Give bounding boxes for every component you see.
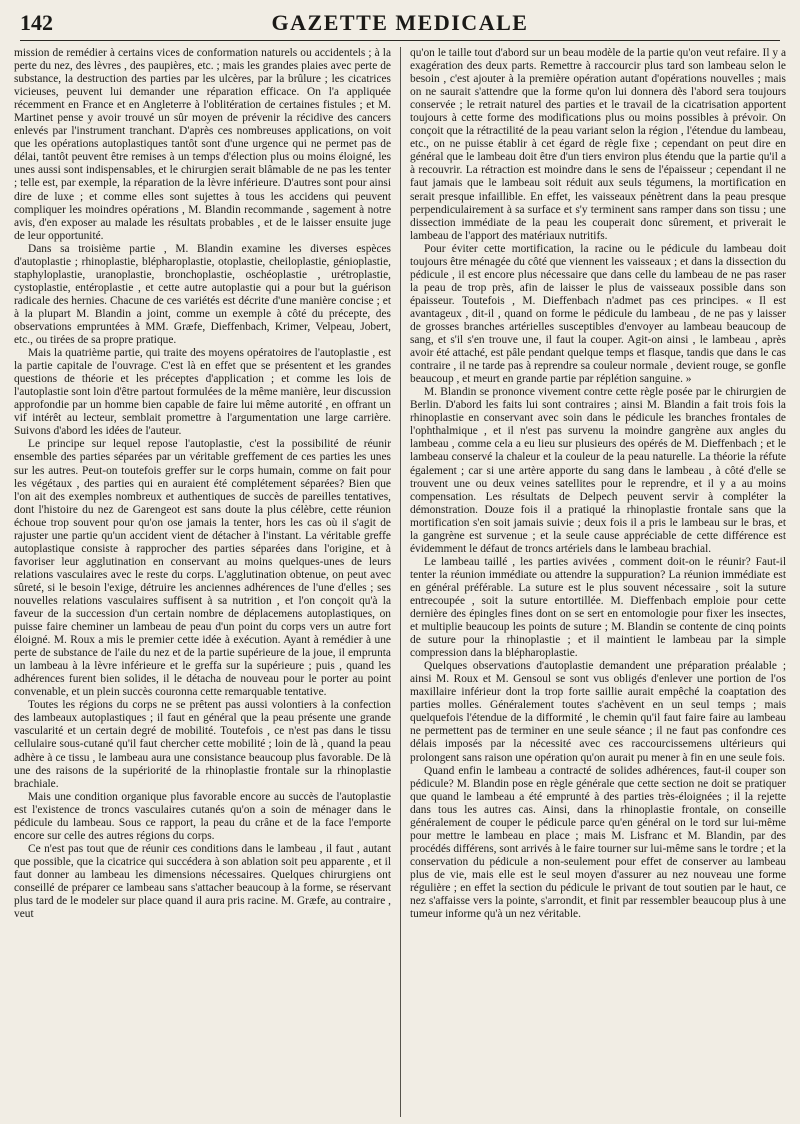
- paragraph: Quand enfin le lambeau a contracté de solides adhérences, faut-il couper son pédicule? M. Blandin pose en règle générale que cette section ne doit se pratiquer que quand le lambeau a été emprunté à des parties très-éloignées ; il la rejette dans tous les autres cas. Ainsi, dans la rhinoplastie frontale, on conseille généralement de couper le pédicule parce qu'en général on le tord sur lui-même pour mettre le lambeau en place ; mais M. Lisfranc et M. Blandin, par des procédés différens, sont arrivés à le faire tourner sur lui-même sans le tordre ; et la conservation du pédicule a non-seulement pour effet de conserver au lambeau plus de vie, mais elle est le seul moyen d'assurer au nez nouveau une forme régulière ; en effet la section du pédicule le privant de tout soutien par le haut, ce nez s'affaisse vers la pointe, s'arrondit, et finit par ressembler beaucoup plus à une tumeur informe qu'à un nez véritable.: [410, 764, 786, 921]
- paragraph: Dans sa troisième partie , M. Blandin examine les diverses espèces d'autoplastie ; rhinoplastie, blépharoplastie, otoplastie, cheiloplastie, génioplastie, staphyloplastie, uranoplastie, bronchoplastie, oschéoplastie , urétroplastie, cystoplastie, entéroplastie , et cette autre autoplastie qui a pour but la guérison radicale des hernies. Chacune de ces variétés est décrite d'une manière concise ; et à la plupart M. Blandin a joint, comme un exemple à côté du précepte, des observations empruntées à MM. Græfe, Dieffenbach, Krimer, Velpeau, Jobert, etc., ou tirées de sa propre pratique.: [14, 242, 391, 347]
- paragraph: Quelques observations d'autoplastie demandent une préparation préalable ; ainsi M. Roux et M. Gensoul se sont vus obligés d'enlever une portion de l'os maxillaire inférieur dont la trop forte saillie aurait empêché la coaptation des parties molles. Généralement toutes s'achèvent en un seul temps ; mais quelquefois l'étendue de la difformité , le chemin qu'il faut faire faire au lambeau ne permettent pas de terminer en une seule séance ; il ne faut pas confondre ces délais imposés par la nécessité avec ces raccourcissemens ultérieurs qui prolongent sans raison une opération qu'on aurait pu mener à fin en une seule fois.: [410, 660, 786, 764]
- text-columns: [14, 47, 786, 1117]
- paragraph: Ce n'est pas tout que de réunir ces conditions dans le lambeau , il faut , autant que possible, que la cicatrice qui succédera à son ablation soit peu apparente , et il faut donner au lambeau les dimensions nécessaires. Quelques chirurgiens ont conseillé de préparer ce lambeau sans s'attacher beaucoup à la forme, se réservant plus tard de le modeler sur place quand il aura pris racine. M. Græfe, au contraire , veut: [14, 842, 391, 921]
- paragraph: Toutes les régions du corps ne se prêtent pas aussi volontiers à la confection des lambeaux autoplastiques ; il faut en général que la peau présente une grande vascularité et un certain degré de mobilité. Toutefois , ce n'est pas dans le tissu cellulaire sous-cutané qu'il faut chercher cette mobilité ; loin de là , quand la peau adhère à ce tissu , le lambeau aura une consistance beaucoup plus favorable. De là une des raisons de la supériorité de la rhinoplastie frontale sur la rhinoplastie brachiale.: [14, 699, 391, 790]
- paragraph: Le lambeau taillé , les parties avivées , comment doit-on le réunir? Faut-il tenter la réunion immédiate ou attendre la suppuration? La réunion immédiate est en général préférable. La suture est le plus souvent nécessaire , soit la suture entrecoupée , soit la suture entortillée. M. Dieffenbach emploie pour cette dernière des épingles fines dont on se sert en entomologie pour fixer les insectes, et multiplie beaucoup les points de suture ; M. Blandin se contente de cinq points de suture pour la rhinoplastie ; et il maintient le lambeau par la simple compression dans la blépharoplastie.: [410, 555, 786, 660]
- paragraph: Mais une condition organique plus favorable encore au succès de l'autoplastie est l'existence de troncs vasculaires cutanés qu'on a soin de ménager dans le pédicule du lambeau. Sous ce rapport, la peau du crâne et de la face l'emporte encore sur celle des autres régions du corps.: [14, 790, 391, 842]
- paragraph: M. Blandin se prononce vivement contre cette règle posée par le chirurgien de Berlin. D'abord les faits lui sont contraires ; ainsi M. Blandin a fait trois fois la rhinoplastie en conservant avec soin dans le pédicule les branches frontales de l'ophthalmique , et il n'est pas survenu la moindre gangrène aux angles du lambeau , comme cela a eu lieu sur plusieurs des opérés de M. Dieffenbach ; et le lambeau conservé la chaleur et la couleur de la peau naturelle. La théorie la réfute également ; car si une artère apporte du sang dans le lambeau , à côté d'elle se trouvent une ou deux veines satellites pour le reprendre, et il y a au moins compensation. Les résultats de Delpech peuvent servir à compléter la démonstration. Douze fois il a pratiqué la rhinoplastie frontale sans que la mortification s'en soit jamais suivie ; deux fois il a pris le lambeau sur le bras, et la gangrène est survenue ; et la seule cause appréciable de cette différence est évidemment le défaut de troncs artériels dans le lambeau brachial.: [410, 386, 786, 555]
- journal-title: GAZETTE MEDICALE: [271, 10, 529, 35]
- paragraph: qu'on le taille tout d'abord sur un beau modèle de la partie qu'on veut refaire. Il y a exagération des deux parts. Remettre à raccourcir plus tard son lambeau selon le besoin , c'est ajouter à la première opération autant d'opérations nouvelles ; mais on ne saurait s'attendre que la forme qu'on lui donnera dès l'abord sera toujours conservée ; le retrait naturel des parties et le travail de la cicatrisation apportent toujours à cette forme des modifications plus ou moins possibles à prévoir. On conçoit que la rétractilité de la peau variant selon la région , l'étendue du lambeau, etc., on ne puisse établir à cet égard de règle fixe ; cependant on peut dire en général que le lambeau doit être d'un tiers environ plus étendu que la partie qu'il a à recouvrir. La rétraction est moindre dans le sens de l'épaisseur ; cependant il ne faut jamais que le lambeau soit réduit aux seuls tégumens, la mortification en serait presque infaillible. En effet, les vaisseaux pénètrent dans la peau presque perpendiculairement à sa surface et s'y terminent sans ramper dans son tissu ; une dissection immédiate de la peau les couperait donc sûrement, et priverait le lambeau de l'apport des matériaux nutritifs.: [410, 47, 786, 242]
- paragraph: Mais la quatrième partie, qui traite des moyens opératoires de l'autoplastie , est la partie capitale de l'ouvrage. C'est là en effet que se présentent et les grandes questions de théorie et les préceptes d'application ; et comme les lois de l'autoplastie sont loin d'être partout formulées de la même manière, leur discussion approfondie par un homme bien capable de faire lui même autorité , en offrant un vif intérêt au lecteur, semblait promettre à l'argumentation une large carrière. Suivons d'abord les idées de l'auteur.: [14, 347, 391, 438]
- left-column: [14, 47, 400, 1117]
- paragraph: mission de remédier à certains vices de conformation naturels ou accidentels ; à la perte du nez, des lèvres , des paupières, etc. ; mais les grandes plaies avec perte de substance, la destruction des parties par les ulcères, par la brûlure ; les cicatrices vicieuses, peuvent lui demander une réparation efficace. On l'a appliquée récemment en France et en Angleterre à l'oblitération de certaines fistules ; et M. Martinet pense y avoir trouvé un sûr moyen de prévenir la récidive des cancers enlevés par l'instrument tranchant. D'après ces nombreuses applications, on voit que les opérations autoplastiques tantôt sont d'une urgence qui ne permet pas de délai, tantôt peuvent être remises à un temps d'élection plus ou moins éloigné, les unes aussi sont indispensables, et le chirurgien serait blâmable de ne pas les tenter ; telle est, par exemple, la réparation de la lèvre inférieure. D'autres sont pour ainsi dire de luxe ; et comme elles sont sujettes à tous les accidens qui peuvent compliquer les moindres opérations , M. Blandin recommande , sagement à notre avis, d'en exposer au malade les résultats probables , et de le laisser ensuite juge de leur opportunité.: [14, 47, 391, 242]
- right-column: [400, 47, 786, 1117]
- paragraph: Le principe sur lequel repose l'autoplastie, c'est la possibilité de réunir ensemble des parties séparées par un véritable greffement de ces parties les unes sur les autres. Peut-on toutefois greffer sur le corps humain, comme on fait pour les végétaux , des parties qui en auraient été complétement séparées? Bien que l'on ait des exemples nombreux et authentiques de succès de pareilles tentatives, dont l'histoire du nez de Garengeot est sans doute la plus célèbre, cette réunion échoue trop souvent pour qu'on ose jamais la tenter, hors les cas où il s'agit de rajuster une partie qu'un accident vient de détacher à l'instant. La véritable greffe autoplastique consiste à rapprocher des parties séparées dans l'origine, et à favoriser leur agglutination en conservant au moins quelques-unes de leurs relations vasculaires avec le reste du corps. L'agglutination obtenue, on peut avec sûreté, si le besoin l'exige, détruire les anciennes adhérences de l'une d'elles ; ses nouvelles relations vasculaires suffisent à sa nutrition , et l'on conçoit qu'à la faveur de la succession d'un certain nombre de déplacemens autoplastiques, on puisse faire cheminer un lambeau de peau d'un point du corps vers un autre fort éloigné. M. Roux a mis le premier cette idée à exécution. Ayant à remédier à une perte de substance de l'aile du nez et de la partie supérieure de la joue, il emprunta un lambeau à la lèvre inférieure et le greffa sur la supérieure ; puis , quand les adhérences furent bien solides, il le détacha de nouveau pour le porter au point convenable, et un plein succès couronna cette remarquable tentative.: [14, 438, 391, 699]
- page-header: [20, 10, 780, 41]
- page-number: 142: [20, 10, 53, 35]
- paragraph: Pour éviter cette mortification, la racine ou le pédicule du lambeau doit toujours être ménagée du côté que viennent les vaisseaux ; et dans la dissection du pédicule , il est encore plus nécessaire que dans celle du lambeau de ne pas raser la peau de trop près, afin de laisser le plus de vaisseaux possible dans son épaisseur. Toutefois , M. Dieffenbach n'admet pas ces principes. « Il est avantageux , dit-il , quand on forme le pédicule du lambeau , de ne pas y laisser de grosses branches artérielles susceptibles d'envoyer au lambeau beaucoup de sang, et s'il s'en trouve une, il faut la couper. Agit-on ainsi , le lambeau , après avoir été attaché, est pâle pendant quelque temps et flasque, tandis que dans le cas contraire , il ne tarde pas à reprendre sa couleur normale , devient rouge, se gonfle beaucoup , et meurt en grande partie par réplétion sanguine. »: [410, 242, 786, 386]
